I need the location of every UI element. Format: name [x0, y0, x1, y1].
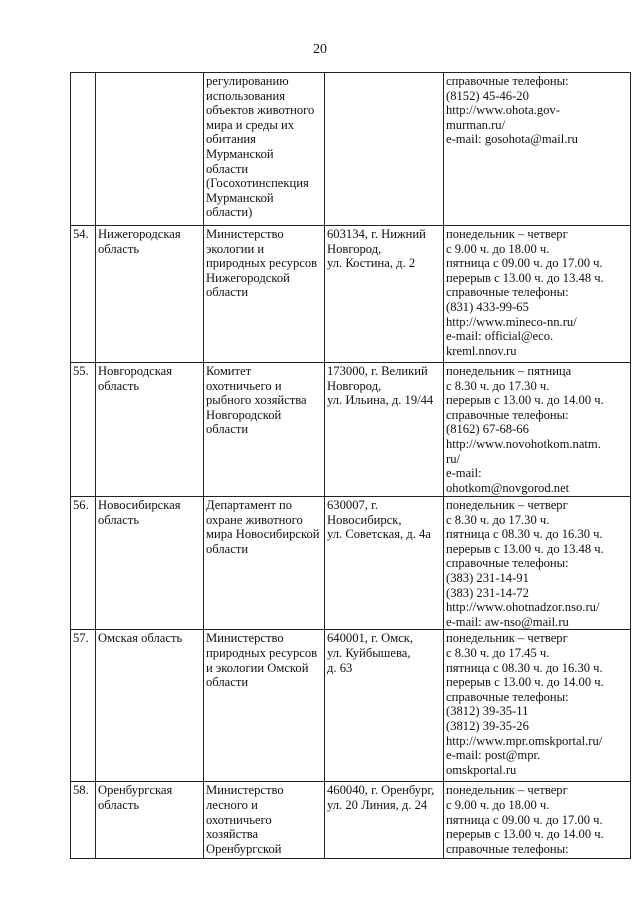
region-name: Новгородская область	[96, 363, 204, 497]
organization-name: Министерство природных ресурсов и экологии Омской области	[204, 630, 325, 782]
organization-name: регулированию использования объектов животного мира и среды их обитания Мурманской области (Госохотинспекция Мурманской области)	[204, 73, 325, 226]
table-row	[71, 73, 631, 226]
agencies-table	[70, 72, 631, 859]
row-number: 56.	[71, 497, 96, 630]
table-row	[71, 782, 631, 859]
contacts: понедельник – четверг с 9.00 ч. до 18.00 ч. пятница с 09.00 ч. до 17.00 ч. перерыв с 13.00 ч. до 14.00 ч. справочные телефоны:	[444, 782, 631, 859]
row-number	[71, 73, 96, 226]
address	[325, 73, 444, 226]
address: 630007, г. Новосибирск, ул. Советская, д. 4а	[325, 497, 444, 630]
row-number: 54.	[71, 226, 96, 363]
contacts: понедельник – четверг с 8.30 ч. до 17.45 ч. пятница с 08.30 ч. до 16.30 ч. перерыв с 13.00 ч. до 14.00 ч. справочные телефоны: (3812) 39-35-11 (3812) 39-35-26 http://www.mpr.omskportal.ru/ e-mail: post@mpr. omskportal.ru	[444, 630, 631, 782]
table-row	[71, 363, 631, 497]
organization-name: Министерство лесного и охотничьего хозяйства Оренбургской	[204, 782, 325, 859]
contacts: понедельник – пятница с 8.30 ч. до 17.30 ч. перерыв с 13.00 ч. до 14.00 ч. справочные телефоны: (8162) 67-68-66 http://www.novohotkom.natm. ru/ e-mail: ohotkom@novgorod.net	[444, 363, 631, 497]
organization-name: Комитет охотничьего и рыбного хозяйства Новгородской области	[204, 363, 325, 497]
page-number: 20	[313, 42, 327, 57]
region-name	[96, 73, 204, 226]
row-number: 57.	[71, 630, 96, 782]
region-name: Новосибирская область	[96, 497, 204, 630]
row-number: 58.	[71, 782, 96, 859]
table-row	[71, 226, 631, 363]
organization-name: Департамент по охране животного мира Новосибирской области	[204, 497, 325, 630]
table-row	[71, 497, 631, 630]
address: 460040, г. Оренбург, ул. 20 Линия, д. 24	[325, 782, 444, 859]
region-name: Нижегородская область	[96, 226, 204, 363]
contacts: понедельник – четверг с 8.30 ч. до 17.30 ч. пятница с 08.30 ч. до 16.30 ч. перерыв с 13.00 ч. до 13.48 ч. справочные телефоны: (383) 231-14-91 (383) 231-14-72 http://www.ohotnadzor.nso.ru/ e-mail: aw-nso@mail.ru	[444, 497, 631, 630]
contacts: справочные телефоны: (8152) 45-46-20 http://www.ohota.gov- murman.ru/ e-mail: gosohota@mail.ru	[444, 73, 631, 226]
row-number: 55.	[71, 363, 96, 497]
address: 640001, г. Омск, ул. Куйбышева, д. 63	[325, 630, 444, 782]
region-name: Оренбургская область	[96, 782, 204, 859]
table-row	[71, 630, 631, 782]
address: 173000, г. Великий Новгород, ул. Ильина, д. 19/44	[325, 363, 444, 497]
contacts: понедельник – четверг с 9.00 ч. до 18.00 ч. пятница с 09.00 ч. до 17.00 ч. перерыв с 13.00 ч. до 13.48 ч. справочные телефоны: (831) 433-99-65 http://www.mineco-nn.ru/ e-mail: official@eco. kreml.nnov.ru	[444, 226, 631, 363]
address: 603134, г. Нижний Новгород, ул. Костина, д. 2	[325, 226, 444, 363]
organization-name: Министерство экологии и природных ресурсов Нижегородской области	[204, 226, 325, 363]
region-name: Омская область	[96, 630, 204, 782]
